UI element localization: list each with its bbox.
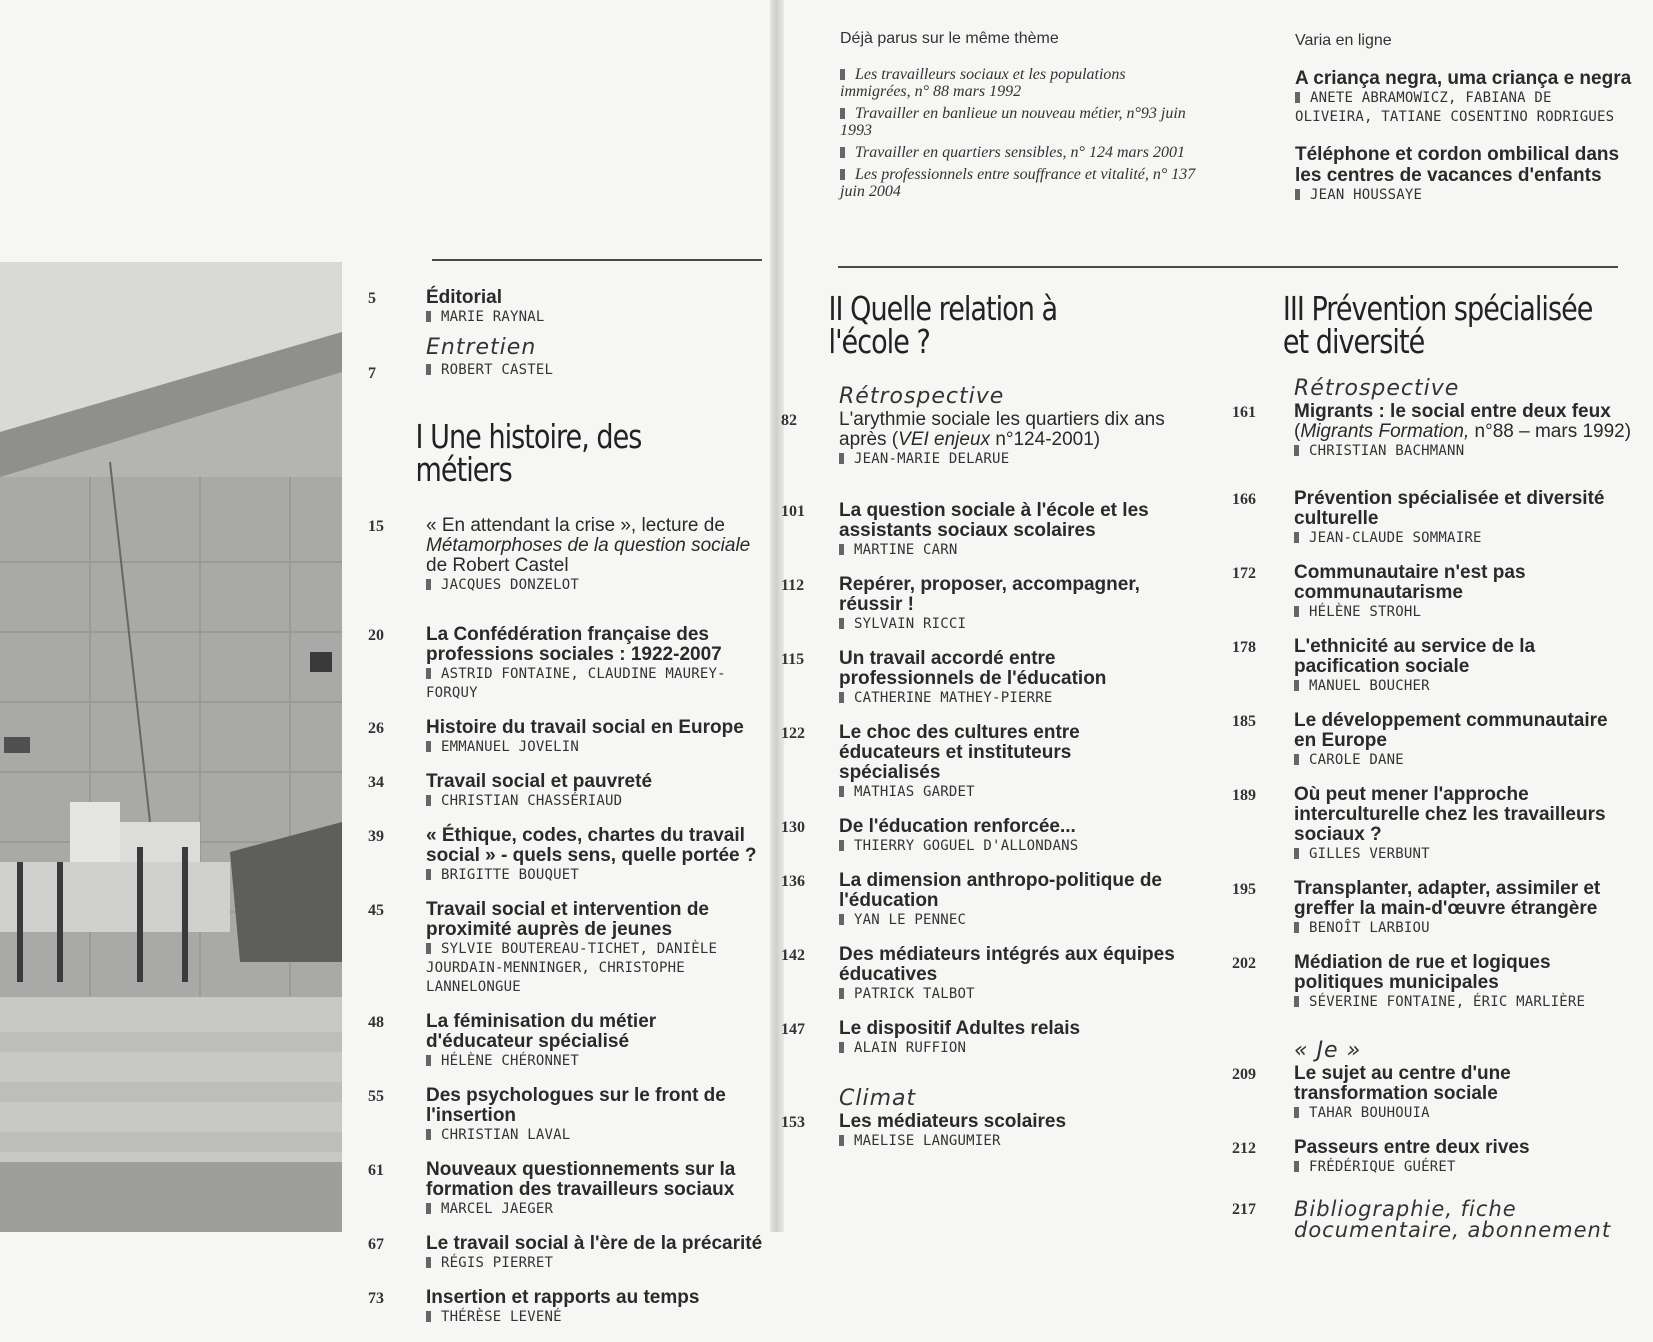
entry-author [839,1039,1176,1058]
entry-author-text: EMMANUEL JOVELIN [441,739,580,755]
section-label: Climat [839,1086,917,1111]
photo-illustration [0,262,342,1232]
entry-author [839,541,1176,560]
toc-entry [781,817,1176,856]
entry-author [426,361,763,380]
entry-author [1294,993,1632,1012]
toc-column-3 [1232,289,1632,1256]
entry-author-text: THIERRY GOGUEL D'ALLONDANS [854,838,1079,854]
page-number: 112 [781,577,805,594]
entry-author [426,308,763,327]
bullet-icon [840,108,845,119]
bullet-icon [839,1135,844,1146]
toc-entry [781,1112,1176,1151]
entry-title [839,410,1176,450]
entry-title: Travail social et intervention de proximité auprès de jeunes [426,899,709,940]
bullet-icon [426,1203,431,1214]
entry-title: Où peut mener l'approche interculturelle chez les travailleurs sociaux ? [1294,784,1606,845]
entry-author [1294,529,1632,548]
toc-column-1 [368,288,763,1342]
toc-entry [781,410,1176,469]
bullet-icon [1294,680,1299,691]
page-number: 130 [781,819,805,836]
entry-author [426,1126,763,1145]
entry-title: Les médiateurs scolaires [839,1111,1067,1132]
page-number: 212 [1232,1140,1256,1157]
entry-author-text: MATHIAS GARDET [854,784,975,800]
entry-title-part: n°88 – mars 1992) [1469,421,1632,442]
page-number: 48 [368,1014,384,1031]
entry-title-italic: Migrants Formation, [1300,421,1470,442]
rule-left [432,259,762,261]
varia-author-text: ANETE ABRAMOWICZ, FABIANA DE OLIVEIRA, TATIANE COSENTINO RODRIGUES [1295,90,1615,125]
entry-title: Le choc des cultures entre éducateurs et instituteurs spécialisés [839,722,1080,783]
bullet-icon [426,579,431,590]
entry-title-part: L'arythmie sociale les quartiers dix ans après ( [839,409,1165,450]
entry-author-text: MARIE RAYNAL [441,309,545,325]
related-item [840,105,1200,139]
toc-entry [1232,711,1632,770]
entry-title: De l'éducation renforcée... [839,816,1076,837]
toc-entry [368,1086,763,1145]
related-item-text: Travailler en banlieue un nouveau métier, n°93 juin 1993 [840,105,1186,139]
entry-title [1294,402,1632,442]
toc-entry [781,649,1176,708]
page-number: 195 [1232,881,1256,898]
entry-title: Nouveaux questionnements sur la formation des travailleurs sociaux [426,1159,736,1200]
related-item [840,144,1200,161]
entry-author-text: YAN LE PENNEC [854,912,967,928]
toc-entry [368,1160,763,1219]
toc-entry [368,772,763,811]
page-number: 45 [368,902,384,919]
bullet-icon [839,453,844,464]
toc-entry [781,945,1176,1004]
entry-author [426,940,763,997]
entry-title: Éditorial [426,287,503,308]
page-number: 7 [368,365,376,382]
cover-photo [0,262,342,1232]
entry-author [426,1254,763,1273]
toc-entry [1232,489,1632,548]
toc-entry [368,516,763,595]
toc-entry [368,288,763,327]
varia-item [1295,68,1635,127]
bullet-icon [839,618,844,629]
page-number: 61 [368,1162,384,1179]
entry-author-text: BRIGITTE BOUQUET [441,867,580,883]
entry-author [426,1308,763,1327]
entry-title-part: ( [1294,421,1301,442]
toc-entry [1232,879,1632,938]
bullet-icon [426,869,431,880]
bullet-icon [839,840,844,851]
entry-author-text: TAHAR BOUHOUIA [1309,1105,1430,1121]
bullet-icon [426,943,431,954]
toc-entry [1232,953,1632,1012]
varia-title: Téléphone et cordon ombilical dans les centres de vacances d'enfants [1295,144,1620,186]
entry-author-text: MANUEL BOUCHER [1309,678,1430,694]
related-item-text: Les travailleurs sociaux et les populations immigrées, n° 88 mars 1992 [840,66,1126,100]
bullet-icon [1295,189,1300,200]
entry-author [426,1200,763,1219]
toc-entry [368,335,763,380]
page-number: 5 [368,290,376,307]
entry-title: Le développement communautaire en Europe [1294,710,1608,751]
entry-author [1294,442,1632,461]
entry-title: L'ethnicité au service de la pacification sociale [1294,636,1536,677]
entry-author [426,738,763,757]
bullet-icon [839,692,844,703]
page-number: 172 [1232,565,1256,582]
entry-author-text: JEAN-MARIE DELARUE [854,451,1010,467]
toc-entry [368,826,763,885]
toc-entry [1232,785,1632,864]
page-number: 142 [781,947,805,964]
entry-title: La féminisation du métier d'éducateur spécialisé [426,1011,657,1052]
toc-entry [781,871,1176,930]
entry-author-text: CATHERINE MATHEY-PIERRE [854,690,1053,706]
toc-entry [368,718,763,757]
entry-author-text: CHRISTIAN BACHMANN [1309,443,1465,459]
page-number: 115 [781,651,805,668]
page-number: 122 [781,725,805,742]
entry-label: Entretien [426,335,537,360]
page-number: 166 [1232,491,1256,508]
entry-author-text: RÉGIS PIERRET [441,1255,554,1271]
page-number: 209 [1232,1066,1256,1083]
entry-title-part: n°124-2001) [990,429,1101,450]
bullet-icon [1294,1161,1299,1172]
entry-title: La question sociale à l'école et les assistants sociaux scolaires [839,500,1149,541]
section-label: « Je » [1294,1038,1362,1063]
entry-author-text: BENOÎT LARBIOU [1309,920,1430,936]
bullet-icon [426,741,431,752]
bullet-icon [1294,996,1299,1007]
page-number: 82 [781,412,797,429]
entry-author-text: JACQUES DONZELOT [441,577,580,593]
entry-author-text: MARCEL JAEGER [441,1201,554,1217]
toc-entry [1232,1199,1632,1241]
section-label: Rétrospective [839,384,1005,409]
bullet-icon [1295,92,1300,103]
entry-title: Le travail social à l'ère de la précarité [426,1233,763,1254]
entry-author-text: SÉVERINE FONTAINE, ÉRIC MARLIÈRE [1309,994,1586,1010]
bullet-icon [839,544,844,555]
page-number: 136 [781,873,805,890]
entry-title-italic: Métamorphoses de la question sociale [426,535,751,556]
bullet-icon [426,668,431,679]
entry-title: Bibliographie, fiche documentaire, abonnement [1294,1197,1612,1242]
entry-title: Un travail accordé entre professionnels de l'éducation [839,648,1107,689]
bullet-icon [426,1257,431,1268]
entry-author-text: SYLVIE BOUTEREAU-TICHET, DANIÈLE JOURDAIN-MENNINGER, CHRISTOPHE LANNELONGUE [426,941,718,995]
entry-title: Repérer, proposer, accompagner, réussir ! [839,574,1140,615]
entry-author [426,1052,763,1071]
bullet-icon [1294,754,1299,765]
bullet-icon [840,169,845,180]
entry-title: Transplanter, adapter, assimiler et greffer la main-d'œuvre étrangère [1294,878,1601,919]
page-number: 189 [1232,787,1256,804]
varia-heading: Varia en ligne [1295,32,1392,49]
entry-title [426,516,763,576]
page-number: 15 [368,518,384,535]
page-number: 34 [368,774,384,791]
entry-author [839,615,1176,634]
entry-author [426,665,763,703]
entry-author-text: ROBERT CASTEL [441,362,554,378]
page-number: 55 [368,1088,384,1105]
page-number: 202 [1232,955,1256,972]
entry-author-text: CHRISTIAN CHASSÉRIAUD [441,793,623,809]
entry-author [1294,677,1632,696]
bullet-icon [426,1129,431,1140]
toc-entry [781,723,1176,802]
bullet-icon [426,795,431,806]
toc-entry [368,625,763,703]
bullet-icon [839,1042,844,1053]
entry-author-text: SYLVAIN RICCI [854,616,967,632]
page-number: 20 [368,627,384,644]
entry-author-text: GILLES VERBUNT [1309,846,1430,862]
entry-author [1294,603,1632,622]
page-number: 161 [1232,404,1256,421]
entry-author [839,689,1176,708]
section-label: Rétrospective [1294,376,1460,401]
varia-online [1295,32,1635,222]
entry-title: Prévention spécialisée et diversité culturelle [1294,488,1605,529]
entry-title: Passeurs entre deux rives [1294,1137,1530,1158]
bullet-icon [426,364,431,375]
entry-author [839,911,1176,930]
toc-entry [368,1288,763,1327]
toc-entry [781,1019,1176,1058]
entry-author [426,792,763,811]
bullet-icon [1294,922,1299,933]
entry-title: Le dispositif Adultes relais [839,1018,1081,1039]
page-number: 39 [368,828,384,845]
related-issues [840,30,1200,205]
entry-author-text: MARTINE CARN [854,542,958,558]
entry-author-text: ASTRID FONTAINE, CLAUDINE MAUREY-FORQUY [426,666,726,701]
page-number: 147 [781,1021,805,1038]
entry-author-text: HÉLÈNE STROHL [1309,604,1422,620]
rule-right [838,266,1618,268]
bullet-icon [840,147,845,158]
bullet-icon [1294,606,1299,617]
varia-item [1295,144,1635,205]
entry-author [1294,1158,1632,1177]
toc-entry [368,900,763,997]
entry-title-italic: VEI enjeux [898,429,991,450]
entry-author-text: THÉRÈSE LEVENÉ [441,1309,562,1325]
entry-title: Communautaire n'est pas communautarisme [1294,562,1526,603]
page-number: 153 [781,1114,805,1131]
entry-author [1294,919,1632,938]
toc-entry [781,575,1176,634]
varia-author [1295,186,1635,205]
entry-author [1294,751,1632,770]
entry-title-part: de Robert Castel [426,555,569,576]
entry-author [1294,845,1632,864]
entry-author [839,1132,1176,1151]
bullet-icon [839,914,844,925]
related-item [840,66,1200,100]
entry-author-text: MAELISE LANGUMIER [854,1133,1001,1149]
entry-author-text: HÉLÈNE CHÉRONNET [441,1053,580,1069]
page-number: 73 [368,1290,384,1307]
section-title: III Prévention spécialisée et diversité [1282,289,1593,361]
entry-title: « Éthique, codes, chartes du travail social » - quels sens, quelle portée ? [426,825,757,866]
bullet-icon [426,311,431,322]
entry-title: La Confédération française des professions sociales : 1922-2007 [426,624,722,665]
related-item-text: Travailler en quartiers sensibles, n° 124 mars 2001 [855,144,1185,161]
toc-entry [1232,637,1632,696]
varia-author [1295,89,1635,127]
bullet-icon [1294,1107,1299,1118]
bullet-icon [1294,848,1299,859]
entry-author-text: FRÉDÉRIQUE GUÉRET [1309,1159,1456,1175]
entry-title: Histoire du travail social en Europe [426,717,744,738]
entry-author-text: CAROLE DANE [1309,752,1404,768]
page-number: 185 [1232,713,1256,730]
entry-author [839,837,1176,856]
toc-entry [1232,1064,1632,1123]
entry-author-text: JEAN-CLAUDE SOMMAIRE [1309,530,1482,546]
bullet-icon [1294,532,1299,543]
entry-author [839,783,1176,802]
entry-title: Des médiateurs intégrés aux équipes éducatives [839,944,1175,985]
toc-column-2 [781,289,1176,1166]
entry-title-part: Migrants : le social entre deux feux [1294,401,1611,422]
bullet-icon [1294,445,1299,456]
bullet-icon [840,69,845,80]
bullet-icon [426,1055,431,1066]
entry-author [426,576,763,595]
related-item-text: Les professionnels entre souffrance et vitalité, n° 137 juin 2004 [840,166,1196,200]
page-number: 101 [781,503,805,520]
entry-title: Travail social et pauvreté [426,771,653,792]
related-item [840,166,1200,200]
section-title: II Quelle relation à l'école ? [828,289,1058,361]
entry-title: La dimension anthropo-politique de l'éducation [839,870,1162,911]
entry-title-part: « En attendant la crise », lecture de [426,515,725,536]
toc-entry [1232,402,1632,461]
toc-entry [1232,563,1632,622]
entry-title: Le sujet au centre d'une transformation sociale [1294,1063,1511,1104]
entry-title: Médiation de rue et logiques politiques municipales [1294,952,1551,993]
toc-entry [781,501,1176,560]
entry-title: Des psychologues sur le front de l'insertion [426,1085,726,1126]
entry-author-text: ALAIN RUFFION [854,1040,967,1056]
varia-author-text: JEAN HOUSSAYE [1310,187,1423,203]
related-heading: Déjà parus sur le même thème [840,30,1059,47]
entry-author-text: CHRISTIAN LAVAL [441,1127,571,1143]
varia-title: A criança negra, uma criança e negra [1295,68,1632,89]
section-title: I Une histoire, des métiers [415,417,642,489]
page-number: 67 [368,1236,384,1253]
page-number: 26 [368,720,384,737]
bullet-icon [426,1311,431,1322]
entry-author [426,866,763,885]
toc-entry [1232,1138,1632,1177]
page-number: 217 [1232,1201,1256,1218]
entry-author [839,985,1176,1004]
toc-entry [368,1012,763,1071]
entry-title: Insertion et rapports au temps [426,1287,700,1308]
entry-author-text: PATRICK TALBOT [854,986,975,1002]
bullet-icon [839,786,844,797]
toc-entry [368,1234,763,1273]
entry-author [839,450,1176,469]
bullet-icon [839,988,844,999]
page-number: 178 [1232,639,1256,656]
entry-author [1294,1104,1632,1123]
